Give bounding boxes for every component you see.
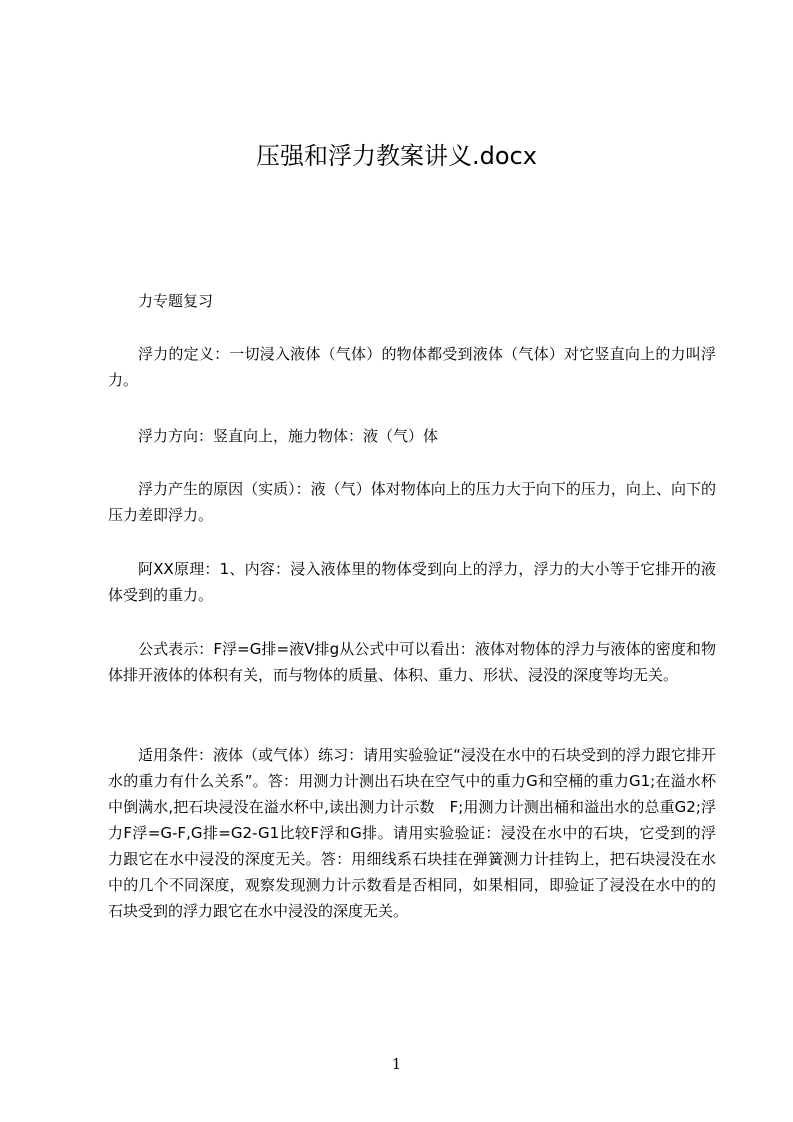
- document-body: [108, 341, 716, 393]
- paragraph-applicable-conditions: 适用条件：液体（或气体）练习：请用实验验证“浸没在水中的石块受到的浮力跟它排开水的重力有什么关系”。答：用测力计测出石块在空气中的重力G和空桶的重力G1;在溢水杯中倒满水,把石块浸没在溢水杯中,读出测力计示数 F;用测力计测出桶和溢出水的总重G2;浮力F浮=G-F,G排=G2-G1比较F浮和G排。请用实验验证：浸没在水中的石块，它受到的浮力跟它在水中浸没的深度无关。答：用细线系石块挂在弹簧测力计挂钩上，把石块浸没在水中的几个不同深度，观察发现测力计示数看是否相同，如果相同，即验证了浸没在水中的的石块受到的浮力跟它在水中浸没的深度无关。: [108, 746, 716, 920]
- paragraph-topic-review: 力专题复习: [138, 292, 214, 310]
- document-body: [108, 636, 716, 688]
- paragraph-buoyancy-direction: 浮力方向：竖直向上，施力物体：液（气）体: [138, 427, 439, 445]
- document-body: [108, 476, 716, 528]
- document-body: [108, 556, 716, 608]
- paragraph-archimedes-principle: 阿XX原理：1、内容：浸入液体里的物体受到向上的浮力，浮力的大小等于它排开的液体受到的重力。: [108, 560, 716, 604]
- document-body: [108, 288, 716, 314]
- document-title: 压强和浮力教案讲义.docx: [256, 142, 537, 170]
- document-body: [108, 423, 716, 449]
- page-number: 1: [391, 1055, 402, 1073]
- paragraph-formula: 公式表示：F浮=G排=液V排g从公式中可以看出：液体对物体的浮力与液体的密度和物体排开液体的体积有关，而与物体的质量、体积、重力、形状、浸没的深度等均无关。: [108, 640, 716, 684]
- paragraph-buoyancy-definition: 浮力的定义：一切浸入液体（气体）的物体都受到液体（气体）对它竖直向上的力叫浮力。: [108, 345, 716, 389]
- paragraph-buoyancy-cause: 浮力产生的原因（实质）：液（气）体对物体向上的压力大于向下的压力，向上、向下的压力差即浮力。: [108, 480, 716, 524]
- document-body: [108, 742, 716, 924]
